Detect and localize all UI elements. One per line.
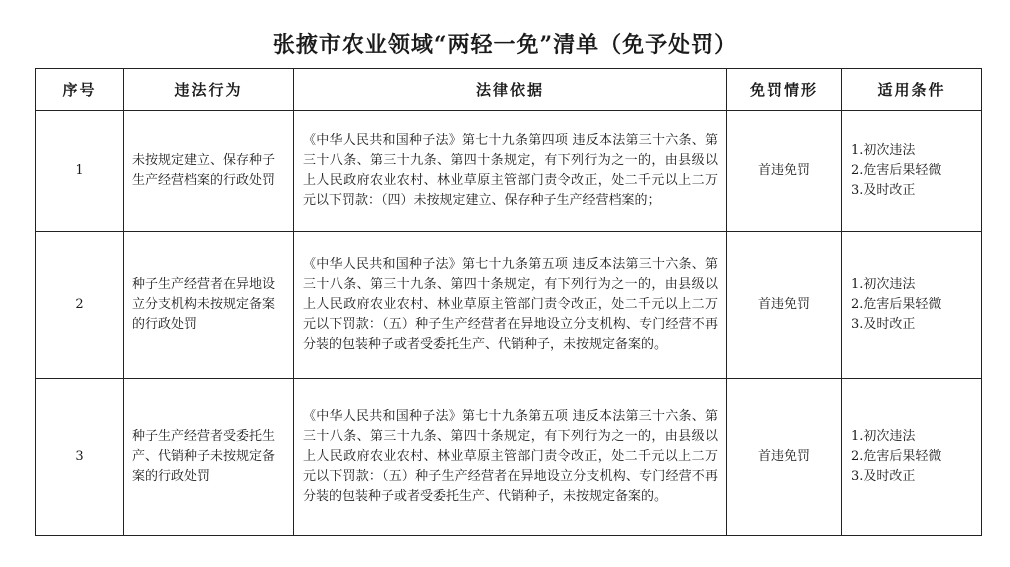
condition-item: 2.危害后果轻微 — [851, 297, 942, 312]
legal-basis: 《中华人民共和国种子法》第七十九条第五项 违反本法第三十六条、第三十八条、第三十九条、第四十条规定，有下列行为之一的，由县级以上人民政府农业农村、林业草原主管部门责令改正，处二千元以上二万元以下罚款：（五）种子生产经营者在异地设立分支机构、专门经营不再分装的包装种子或者受委托生产、代销种子，未按规定备案的。 — [294, 232, 727, 379]
condition-item: 3.及时改正 — [851, 469, 916, 484]
exemption-list-table — [35, 68, 982, 536]
condition-item: 1.初次违法 — [851, 277, 916, 292]
table-row — [36, 111, 982, 232]
document-title: 张掖市农业领域“两轻一免”清单（免予处罚） — [272, 32, 738, 58]
illegal-act: 种子生产经营者在异地设立分支机构未按规定备案的行政处罚 — [124, 232, 294, 379]
condition-item: 3.及时改正 — [851, 317, 916, 332]
column-header-situation: 免罚情形 — [727, 69, 842, 111]
exemption-situation: 首违免罚 — [727, 111, 842, 232]
row-number: 3 — [36, 379, 124, 536]
condition-item: 2.危害后果轻微 — [851, 163, 942, 178]
illegal-act: 种子生产经营者受委托生产、代销种子未按规定备案的行政处罚 — [124, 379, 294, 536]
column-header-conditions: 适用条件 — [842, 69, 982, 111]
applicable-conditions — [842, 232, 982, 379]
applicable-conditions — [842, 111, 982, 232]
legal-basis: 《中华人民共和国种子法》第七十九条第五项 违反本法第三十六条、第三十八条、第三十九条、第四十条规定，有下列行为之一的，由县级以上人民政府农业农村、林业草原主管部门责令改正，处二千元以上二万元以下罚款：（五）种子生产经营者在异地设立分支机构、专门经营不再分装的包装种子或者受委托生产、代销种子，未按规定备案的。 — [294, 379, 727, 536]
exemption-situation: 首违免罚 — [727, 232, 842, 379]
header-row — [36, 69, 982, 111]
exemption-situation: 首违免罚 — [727, 379, 842, 536]
condition-item: 1.初次违法 — [851, 429, 916, 444]
illegal-act: 未按规定建立、保存种子生产经营档案的行政处罚 — [124, 111, 294, 232]
column-header-basis: 法律依据 — [294, 69, 727, 111]
row-number: 2 — [36, 232, 124, 379]
applicable-conditions — [842, 379, 982, 536]
condition-item: 3.及时改正 — [851, 183, 916, 198]
column-header-no: 序号 — [36, 69, 124, 111]
row-number: 1 — [36, 111, 124, 232]
table-row — [36, 379, 982, 536]
legal-basis: 《中华人民共和国种子法》第七十九条第四项 违反本法第三十六条、第三十八条、第三十九条、第四十条规定，有下列行为之一的，由县级以上人民政府农业农村、林业草原主管部门责令改正，处二千元以上二万元以下罚款：（四）未按规定建立、保存种子生产经营档案的； — [294, 111, 727, 232]
table-row — [36, 232, 982, 379]
condition-item: 1.初次违法 — [851, 143, 916, 158]
condition-item: 2.危害后果轻微 — [851, 449, 942, 464]
column-header-act: 违法行为 — [124, 69, 294, 111]
